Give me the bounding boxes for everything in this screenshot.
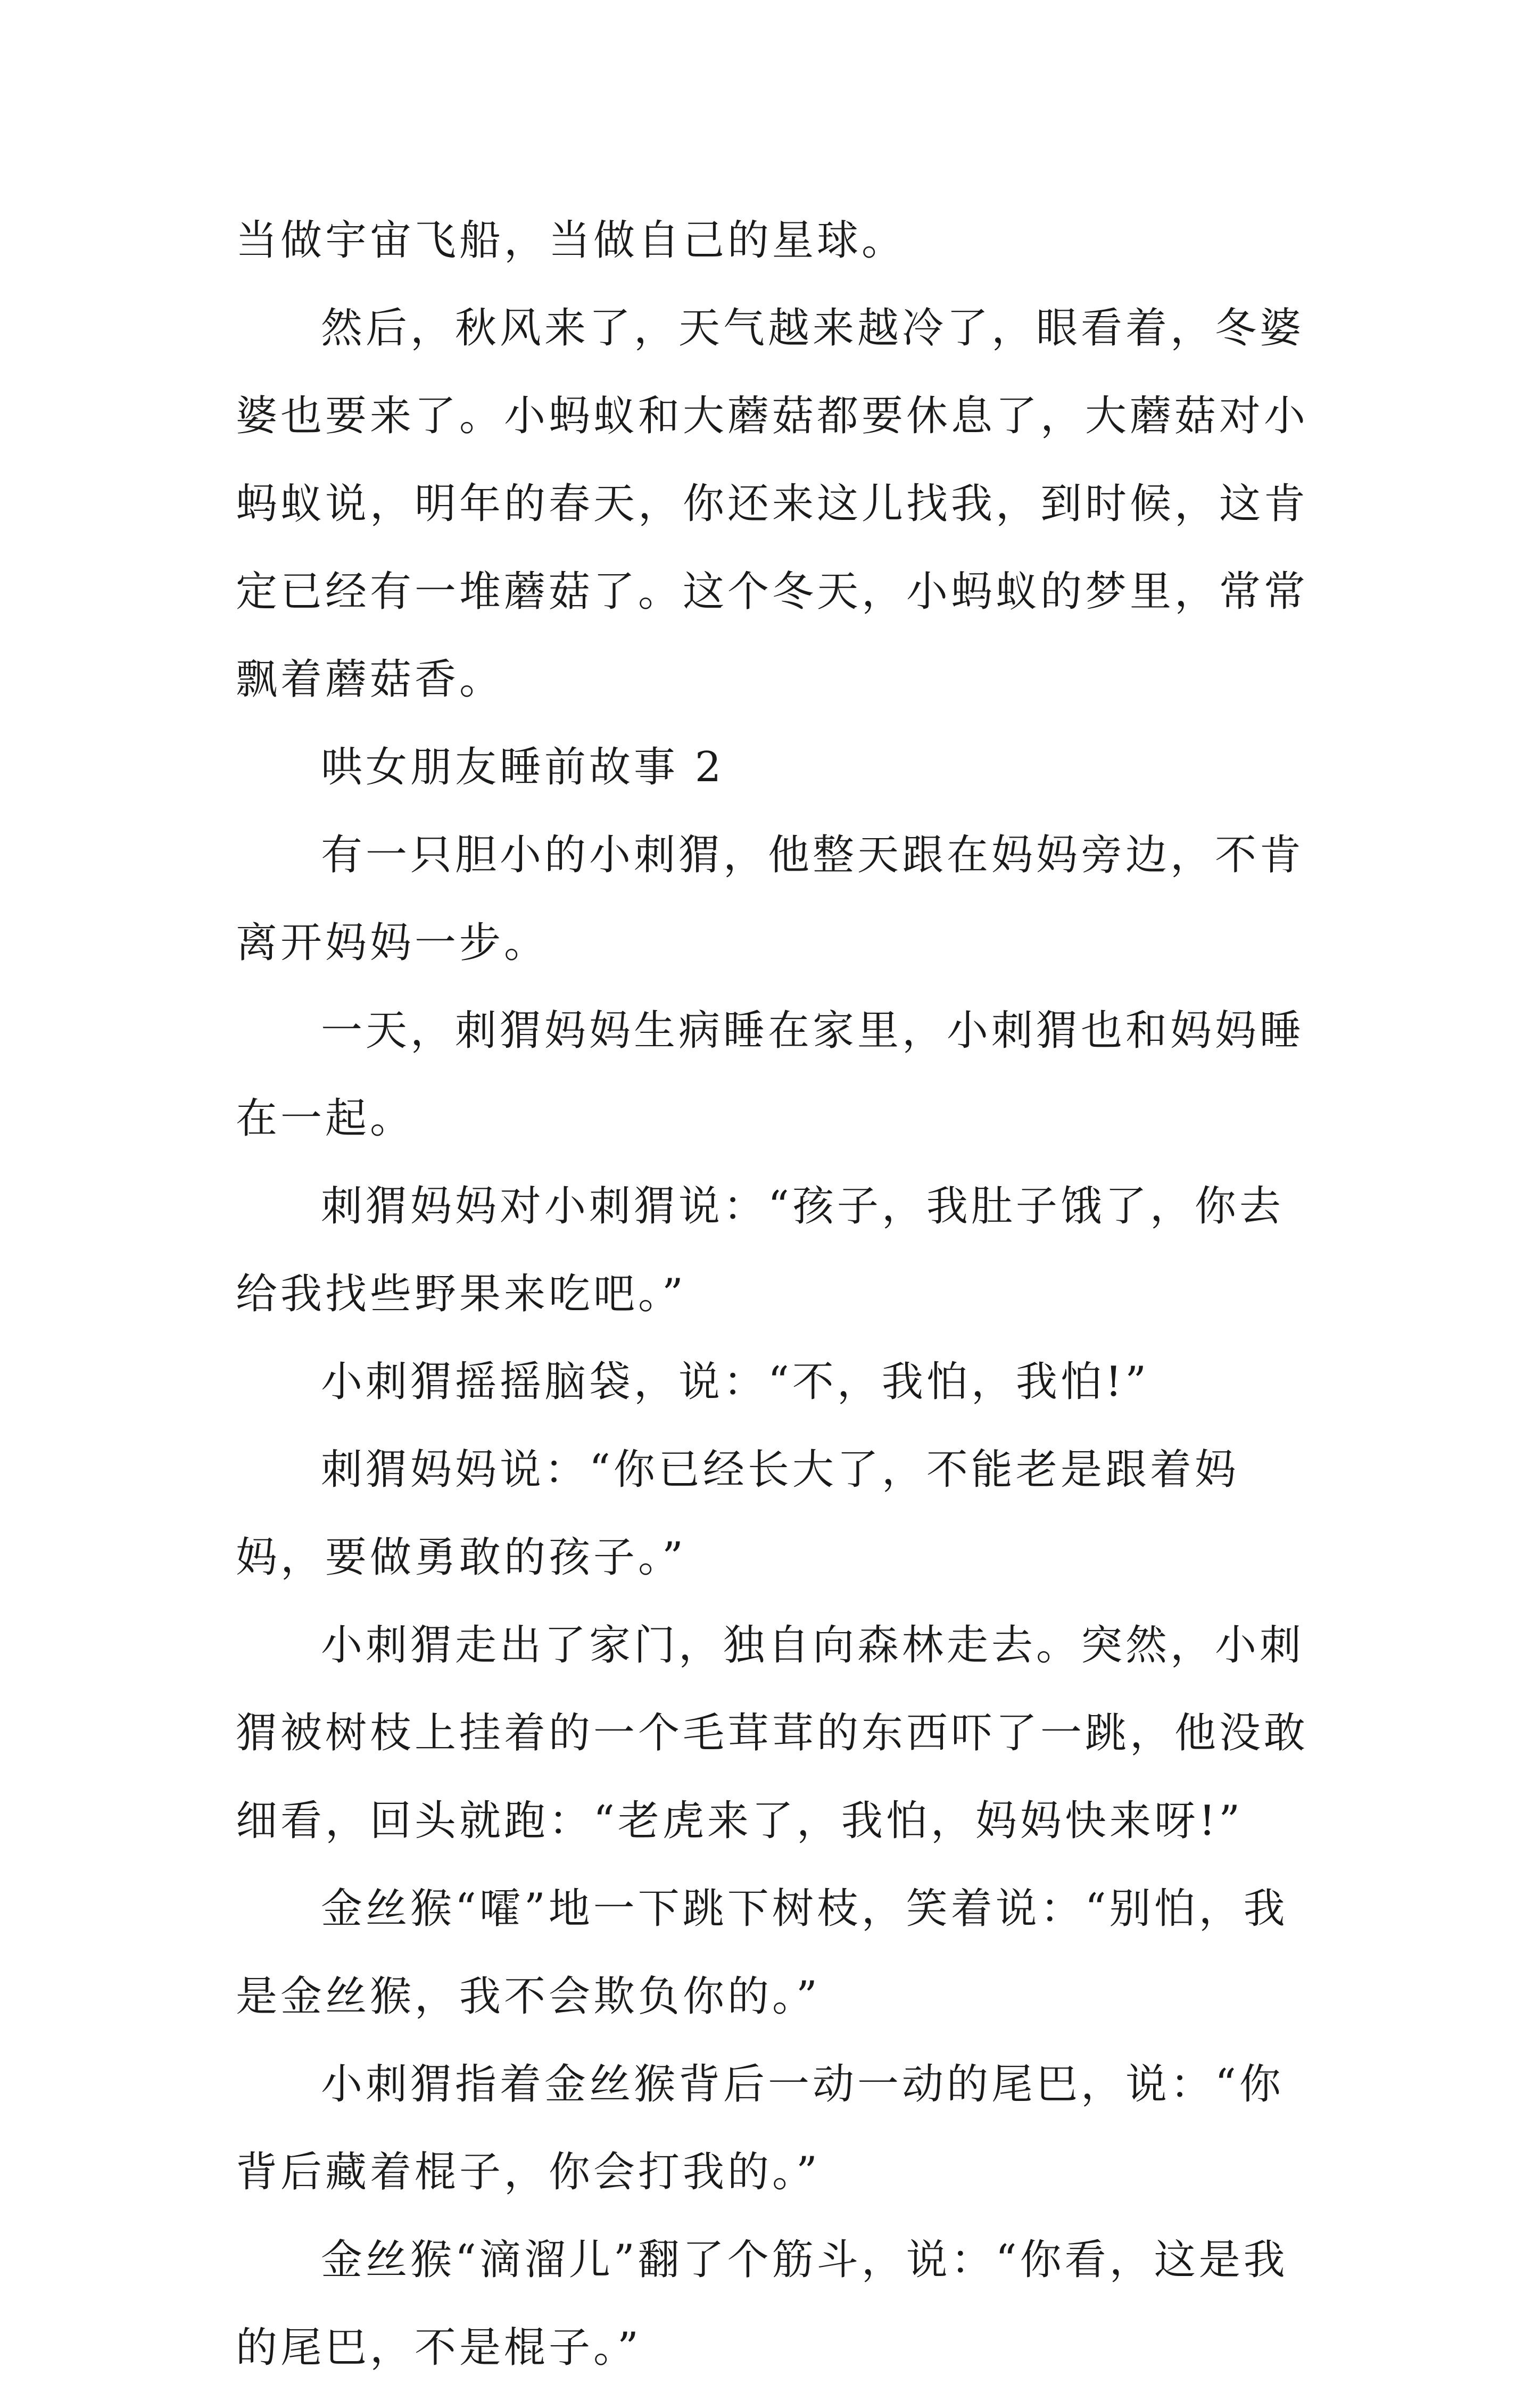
paragraph: 金丝猴“滴溜儿”翻了个筋斗，说：“你看，这是我的尾巴，不是棍子。”	[236, 2236, 1288, 2372]
paragraph: 小刺猬摇摇脑袋，说：“不，我怕，我怕!”	[321, 1358, 1150, 1406]
paragraph: 当做宇宙飞船，当做自己的星球。	[236, 217, 907, 264]
paragraph: 然后，秋风来了，天气越来越冷了，眼看着，冬婆婆也要来了。小蚂蚁和大蘑菇都要休息了，大蘑菇对小蚂蚁说，明年的春天，你还来这儿找我，到时候，这肯定已经有一堆蘑菇了。这个冬天，小蚂蚁的梦里，常常飘着蘑菇香。	[236, 304, 1309, 703]
paragraph: 刺猬妈妈说：“你已经长大了，不能老是跟着妈妈，要做勇敢的孩子。”	[236, 1446, 1239, 1582]
paragraph: 小刺猬走出了家门，独自向森林走去。突然，小刺猬被树枝上挂着的一个毛茸茸的东西吓了一跳，他没敢细看，回头就跑：“老虎来了，我怕，妈妈快来呀!”	[236, 1621, 1309, 1845]
document-body	[236, 197, 1321, 2392]
paragraph: 刺猬妈妈对小刺猬说：“孩子，我肚子饿了，你去给我找些野果来吃吧。”	[236, 1182, 1284, 1318]
paragraph: 有一只胆小的小刺猬，他整天跟在妈妈旁边，不肯离开妈妈一步。	[236, 831, 1305, 967]
paragraph: 金丝猴“嚯”地一下跳下树枝，笑着说：“别怕，我是金丝猴，我不会欺负你的。”	[236, 1885, 1288, 2021]
section-heading: 哄女朋友睡前故事 2	[321, 743, 725, 791]
paragraph: 小刺猬指着金丝猴背后一动一动的尾巴，说：“你背后藏着棍子，你会打我的。”	[236, 2060, 1284, 2196]
paragraph: 一天，刺猬妈妈生病睡在家里，小刺猬也和妈妈睡在一起。	[236, 1007, 1305, 1143]
